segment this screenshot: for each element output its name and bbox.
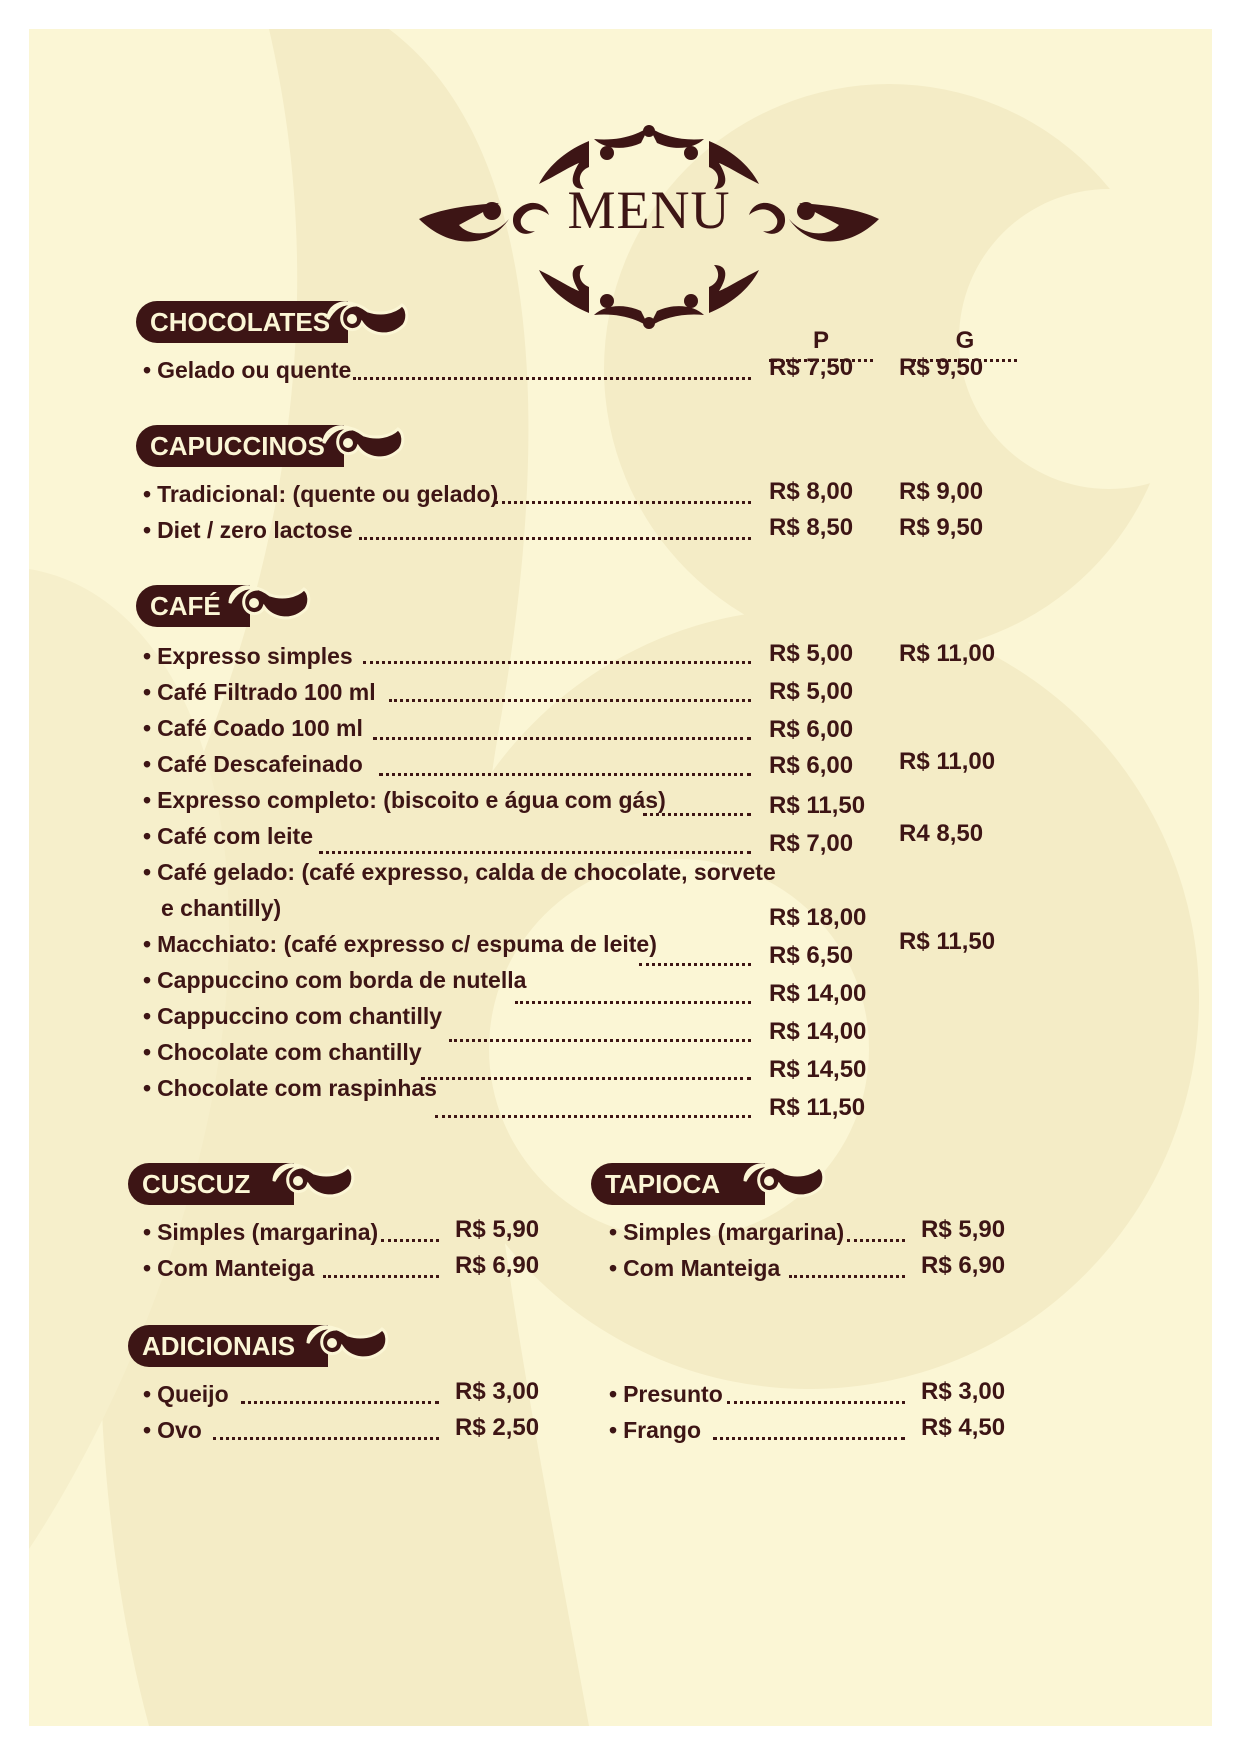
dot-leader	[373, 737, 751, 740]
price-small: R$ 14,50	[769, 1056, 867, 1083]
dot-leader	[241, 1401, 439, 1404]
dot-leader	[213, 1437, 439, 1440]
menu-item	[143, 965, 751, 995]
item-price: R$ 3,00	[455, 1378, 540, 1405]
menu-item	[143, 677, 751, 707]
dot-leader	[353, 377, 751, 380]
section-heading	[136, 585, 250, 627]
menu-item	[143, 515, 751, 545]
section-heading	[136, 425, 344, 467]
price-small: R$ 14,00	[769, 1018, 867, 1045]
item-name: • Cappuccino com chantilly	[143, 1001, 442, 1031]
swirl-ornament-icon	[216, 579, 312, 627]
menu-item	[143, 821, 751, 851]
price-small: R$ 7,50	[769, 354, 854, 381]
item-name: • Com Manteiga	[143, 1253, 314, 1283]
swirl-ornament-icon	[314, 295, 410, 343]
price-small: R$ 18,00	[769, 904, 867, 931]
menu-header	[419, 109, 879, 349]
item-name: • Café Coado 100 ml	[143, 713, 363, 743]
price-small: R$ 8,50	[769, 514, 854, 541]
dot-leader	[713, 1437, 905, 1440]
dot-leader	[495, 501, 751, 504]
swirl-ornament-icon	[731, 1157, 827, 1205]
menu-item	[143, 641, 751, 671]
menu-item	[143, 1379, 439, 1409]
item-name: • Presunto	[609, 1379, 723, 1409]
heading-label: CAPUCCINOS	[150, 431, 325, 461]
page-title: MENU	[567, 180, 731, 240]
menu-item	[143, 1217, 439, 1247]
menu-item	[143, 713, 751, 743]
menu-item	[143, 785, 751, 815]
price-large: R$ 9,00	[899, 478, 984, 505]
menu-item	[143, 1001, 751, 1031]
item-name: • Tradicional: (quente ou gelado)	[143, 479, 498, 509]
menu-item	[609, 1379, 905, 1409]
dot-leader	[435, 1115, 751, 1118]
price-large: R4 8,50	[899, 820, 984, 847]
swirl-ornament-icon	[310, 419, 406, 467]
price-small: R$ 11,50	[769, 1094, 866, 1121]
price-small: R$ 8,00	[769, 478, 854, 505]
price-small: R$ 5,00	[769, 678, 854, 705]
item-name: • Expresso completo: (biscoito e água com gás)	[143, 785, 666, 815]
item-price: R$ 3,00	[921, 1378, 1006, 1405]
price-large: R$ 11,50	[899, 928, 996, 955]
item-price: R$ 5,90	[921, 1216, 1006, 1243]
dot-leader	[323, 1275, 439, 1278]
dot-leader	[359, 537, 751, 540]
heading-label: ADICIONAIS	[142, 1331, 296, 1361]
dot-leader	[847, 1239, 905, 1242]
menu-page	[29, 29, 1212, 1726]
dot-leader	[789, 1275, 905, 1278]
menu-item	[609, 1217, 905, 1247]
menu-item	[143, 929, 751, 959]
item-name: • Simples (margarina)	[143, 1217, 378, 1247]
item-name-continuation: e chantilly)	[161, 895, 282, 921]
item-name: • Café Filtrado 100 ml	[143, 677, 376, 707]
item-name: • Diet / zero lactose	[143, 515, 353, 545]
item-name: • Simples (margarina)	[609, 1217, 844, 1247]
item-name: • Ovo	[143, 1415, 202, 1445]
price-small: R$ 6,00	[769, 716, 854, 743]
item-name: • Macchiato: (café expresso c/ espuma de leite)	[143, 929, 657, 959]
dot-leader	[727, 1401, 905, 1404]
menu-item	[143, 749, 751, 779]
price-small: R$ 11,50	[769, 792, 866, 819]
section-heading	[136, 301, 348, 343]
item-name: • Frango	[609, 1415, 701, 1445]
price-small: R$ 5,00	[769, 640, 854, 667]
dot-leader	[363, 661, 751, 664]
heading-label: CUSCUZ	[142, 1169, 251, 1199]
section-heading	[128, 1163, 294, 1205]
item-name: • Chocolate com raspinhas	[143, 1073, 437, 1103]
menu-item	[143, 479, 751, 509]
item-price: R$ 5,90	[455, 1216, 540, 1243]
dot-leader	[389, 699, 751, 702]
item-name: • Gelado ou quente	[143, 355, 351, 385]
item-name: • Café gelado: (café expresso, calda de chocolate, sorvete	[143, 857, 776, 887]
price-small: R$ 6,00	[769, 752, 854, 779]
item-name: • Cappuccino com borda de nutella	[143, 965, 526, 995]
swirl-ornament-icon	[260, 1157, 356, 1205]
item-name: • Chocolate com chantilly	[143, 1037, 422, 1067]
dot-leader	[379, 773, 751, 776]
heading-label: CHOCOLATES	[150, 307, 331, 337]
menu-item	[143, 355, 751, 385]
dot-leader	[643, 813, 751, 816]
price-large: R$ 9,50	[899, 354, 984, 381]
menu-item	[143, 1415, 439, 1445]
item-name: • Café Descafeinado	[143, 749, 363, 779]
column-header-large: G	[913, 327, 1017, 362]
item-price: R$ 6,90	[921, 1252, 1006, 1279]
item-price: R$ 4,50	[921, 1414, 1006, 1441]
item-name: • Expresso simples	[143, 641, 353, 671]
dot-leader	[381, 1239, 439, 1242]
price-large: R$ 9,50	[899, 514, 984, 541]
item-name: • Café com leite	[143, 821, 313, 851]
item-price: R$ 6,90	[455, 1252, 540, 1279]
menu-item	[609, 1253, 905, 1283]
menu-item	[143, 1253, 439, 1283]
price-small: R$ 14,00	[769, 980, 867, 1007]
menu-item	[143, 1073, 751, 1103]
item-name: • Com Manteiga	[609, 1253, 780, 1283]
column-header-small: P	[769, 327, 873, 362]
section-heading	[128, 1325, 328, 1367]
menu-item	[143, 857, 776, 887]
price-large: R$ 11,00	[899, 640, 996, 667]
swirl-ornament-icon	[294, 1319, 390, 1367]
price-small: R$ 7,00	[769, 830, 854, 857]
section-heading	[591, 1163, 765, 1205]
item-price: R$ 2,50	[455, 1414, 540, 1441]
menu-item	[143, 1037, 751, 1067]
price-small: R$ 6,50	[769, 942, 854, 969]
price-large: R$ 11,00	[899, 748, 996, 775]
heading-label: TAPIOCA	[605, 1169, 721, 1199]
heading-label: CAFÉ	[150, 591, 221, 621]
menu-item	[609, 1415, 905, 1445]
item-name: • Queijo	[143, 1379, 229, 1409]
dot-leader	[319, 851, 751, 854]
